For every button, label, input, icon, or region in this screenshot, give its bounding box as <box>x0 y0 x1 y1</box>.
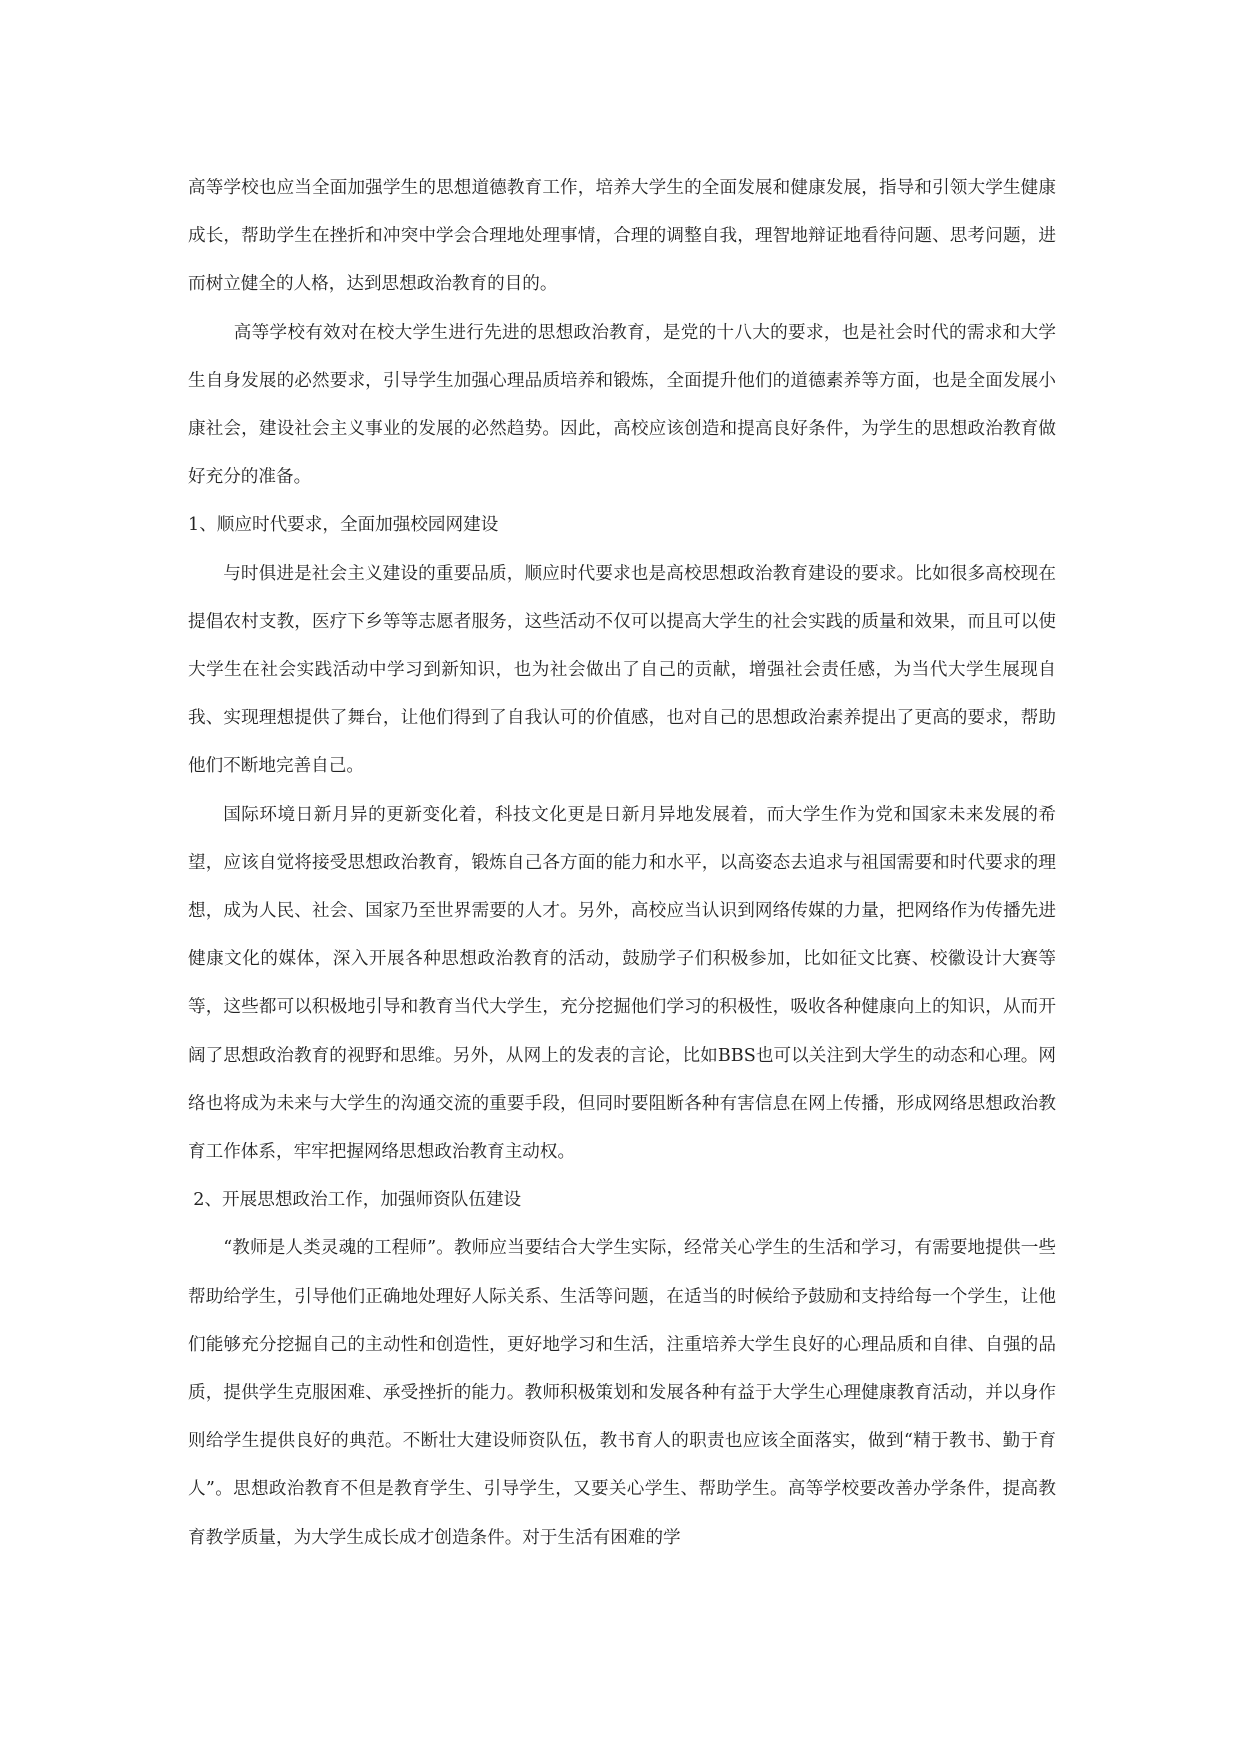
paragraph-section-1a: 与时俱进是社会主义建设的重要品质，顺应时代要求也是高校思想政治教育建设的要求。比如很多高校现在提倡农村支教，医疗下乡等等志愿者服务，这些活动不仅可以提高大学生的社会实践的质量和效果，而且可以使大学生在社会实践活动中学习到新知识，也为社会做出了自己的贡献，增强社会责任感，为当代大学生展现自我、实现理想提供了舞台，让他们得到了自我认可的价值感，也对自己的思想政治素养提出了更高的要求，帮助他们不断地完善自己。 <box>188 563 1056 777</box>
section-heading-2: 2、开展思想政治工作，加强师资队伍建设 <box>193 1190 522 1211</box>
document-body <box>188 164 1056 1562</box>
paragraph-section-2a: “教师是人类灵魂的工程师”。教师应当要结合大学生实际，经常关心学生的生活和学习，有需要地提供一些帮助给学生，引导他们正确地处理好人际关系、生活等问题，在适当的时候给予鼓励和支持给每一个学生，让他们能够充分挖掘自己的主动性和创造性，更好地学习和生活，注重培养大学生良好的心理品质和自律、自强的品质，提供学生克服困难、承受挫折的能力。教师积极策划和发展各种有益于大学生心理健康教育活动，并以身作则给学生提供良好的典范。不断壮大建设师资队伍，教书育人的职责也应该全面落实，做到“精于教书、勤于育人”。思想政治教育不但是教育学生、引导学生，又要关心学生、帮助学生。高等学校要改善办学条件，提高教育教学质量，为大学生成长成才创造条件。对于生活有困难的学 <box>188 1238 1056 1548</box>
paragraph-continuation: 高等学校也应当全面加强学生的思想道德教育工作，培养大学生的全面发展和健康发展，指导和引领大学生健康成长，帮助学生在挫折和冲突中学会合理地处理事情，合理的调整自我，理智地辩证地看待问题、思考问题，进而树立健全的人格，达到思想政治教育的目的。 <box>188 178 1056 295</box>
paragraph-intro: 高等学校有效对在校大学生进行先进的思想政治教育，是党的十八大的要求，也是社会时代的需求和大学生自身发展的必然要求，引导学生加强心理品质培养和锻炼，全面提升他们的道德素养等方面，也是全面发展小康社会，建设社会主义事业的发展的必然趋势。因此，高校应该创造和提高良好条件，为学生的思想政治教育做好充分的准备。 <box>188 322 1056 488</box>
paragraph-section-1b: 国际环境日新月异的更新变化着，科技文化更是日新月异地发展着，而大学生作为党和国家未来发展的希望，应该自觉将接受思想政治教育，锻炼自己各方面的能力和水平，以高姿态去追求与祖国需要和时代要求的理想，成为人民、社会、国家乃至世界需要的人才。另外，高校应当认识到网络传媒的力量，把网络作为传播先进健康文化的媒体，深入开展各种思想政治教育的活动，鼓励学子们积极参加，比如征文比赛、校徽设计大赛等等，这些都可以积极地引导和教育当代大学生，充分挖掘他们学习的积极性，吸收各种健康向上的知识，从而开阔了思想政治教育的视野和思维。另外，从网上的发表的言论，比如BBS也可以关注到大学生的动态和心理。网络也将成为未来与大学生的沟通交流的重要手段，但同时要阻断各种有害信息在网上传播，形成网络思想政治教育工作体系，牢牢把握网络思想政治教育主动权。 <box>188 804 1056 1163</box>
section-heading-1: 1、顺应时代要求，全面加强校园网建设 <box>188 515 499 536</box>
